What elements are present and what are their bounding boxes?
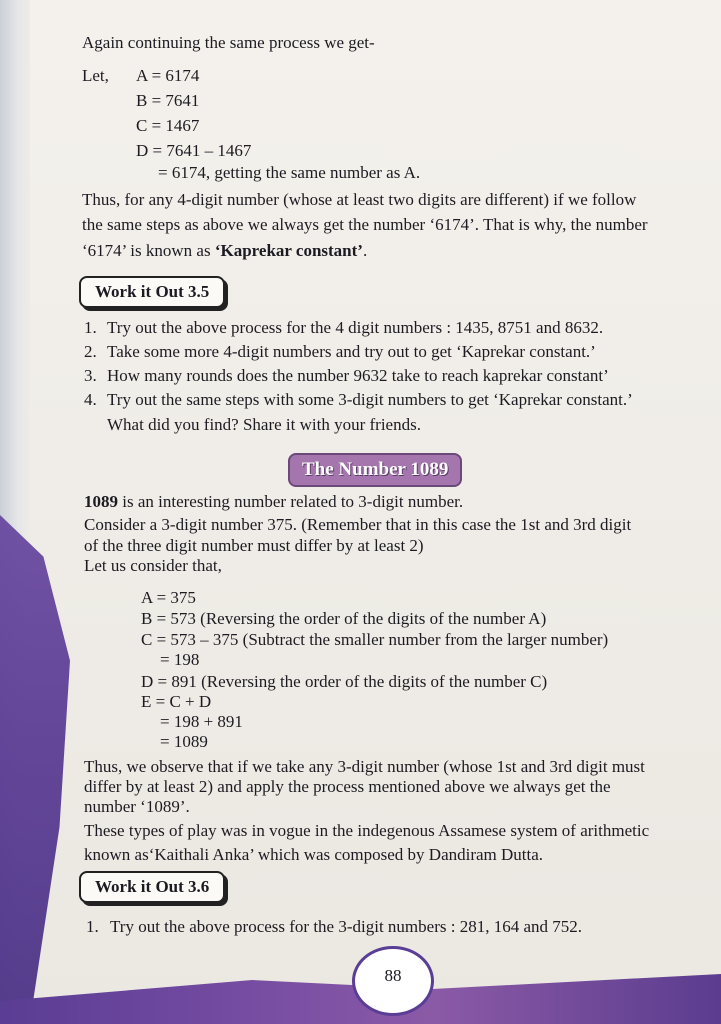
page-number: 88 xyxy=(384,966,402,985)
observation-line-3: number ‘1089’. xyxy=(84,797,190,816)
section-heading-1089: The Number 1089 xyxy=(288,453,462,487)
conclusion-line-3: ‘6174’ is known as ‘Kaprekar constant’. xyxy=(82,241,368,260)
exercise-text: How many rounds does the number 9632 take to reach kaprekar constant’ xyxy=(107,366,609,385)
conclusion-line-2: the same steps as above we always get the number ‘6174’. That is why, the number xyxy=(82,215,648,234)
exercise-text: Try out the above process for the 4 digit numbers : 1435, 8751 and 8632. xyxy=(107,318,604,337)
exercise-text: Try out the same steps with some 3-digit numbers to get ‘Kaprekar constant.’ xyxy=(107,390,633,409)
paragraph-line: of the three digit number must differ by at least 2) xyxy=(84,536,424,555)
equation-b-1089: B = 573 (Reversing the order of the digits of the number A) xyxy=(141,609,547,628)
exercise-number: 1. xyxy=(84,318,97,337)
exercise-number: 2. xyxy=(84,342,97,361)
equation-e-result: = 1089 xyxy=(160,732,208,751)
history-line-2: known as‘Kaithali Anka’ which was composed by Dandiram Dutta. xyxy=(84,845,544,864)
equation-d-result: = 6174, getting the same number as A. xyxy=(158,163,421,182)
paragraph-line: Let us consider that, xyxy=(84,556,222,575)
paragraph-line: Consider a 3-digit number 375. (Remember that in this case the 1st and 3rd digit xyxy=(84,515,632,534)
exercise-text: Take some more 4-digit numbers and try out to get ‘Kaprekar constant.’ xyxy=(107,342,596,361)
equation-e-step: = 198 + 891 xyxy=(160,712,243,731)
observation-line-1: Thus, we observe that if we take any 3-digit number (whose 1st and 3rd digit must xyxy=(84,757,645,776)
equation-c-result: = 198 xyxy=(160,650,200,669)
conclusion-line-1: Thus, for any 4-digit number (whose at least two digits are different) if we follow xyxy=(82,190,637,209)
exercise-number: 4. xyxy=(84,390,97,409)
exercise-text-continued: What did you find? Share it with your friends. xyxy=(107,415,421,434)
equation-a-1089: A = 375 xyxy=(141,588,196,607)
equation-c-1089: C = 573 – 375 (Subtract the smaller number from the larger number) xyxy=(141,630,609,649)
intro-text: Again continuing the same process we get- xyxy=(82,33,375,52)
exercise-number: 1. xyxy=(86,917,99,936)
equation-d: D = 7641 – 1467 xyxy=(136,141,252,160)
work-it-out-3-5-box: Work it Out 3.5 xyxy=(79,276,225,308)
exercise-number: 3. xyxy=(84,366,97,385)
left-decoration xyxy=(0,515,70,1024)
kaprekar-constant-term: ‘Kaprekar constant’ xyxy=(214,241,363,260)
equation-c: C = 1467 xyxy=(136,116,200,135)
equation-a: A = 6174 xyxy=(136,66,200,85)
let-label: Let, xyxy=(82,66,109,85)
equation-e-1089: E = C + D xyxy=(141,692,212,711)
paragraph-1089-intro: 1089 is an interesting number related to 3-digit number. xyxy=(84,492,464,511)
history-line-1: These types of play was in vogue in the indegenous Assamese system of arithmetic xyxy=(84,821,650,840)
exercise-text: Try out the above process for the 3-digit numbers : 281, 164 and 752. xyxy=(110,917,582,936)
equation-d-1089: D = 891 (Reversing the order of the digits of the number C) xyxy=(141,672,548,691)
equation-b: B = 7641 xyxy=(136,91,200,110)
observation-line-2: differ by at least 2) and apply the process mentioned above we always get the xyxy=(84,777,611,796)
work-it-out-3-6-box: Work it Out 3.6 xyxy=(79,871,225,903)
